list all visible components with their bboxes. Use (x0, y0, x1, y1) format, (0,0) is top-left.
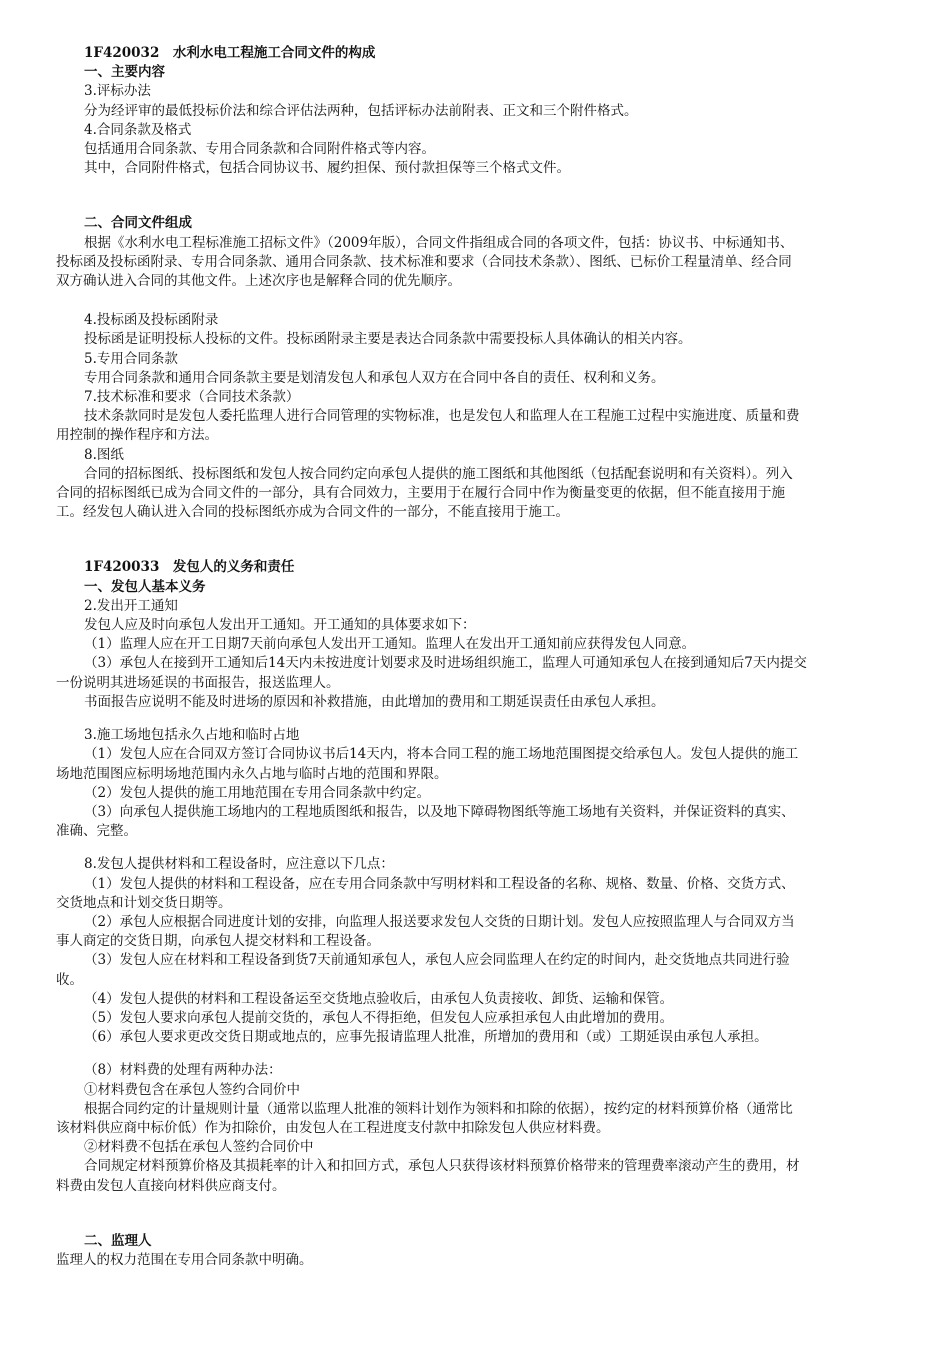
materials-item-2-line1: （2）承包人应根据合同进度计划的安排，向监理人报送要求发包人交货的日期计划。发包人应按照监理人与合同双方当 (84, 913, 795, 930)
material-cost-option-1-line2: 该材料供应商中标价低）作为扣除价，由发包人在工程进度支付款中扣除发包人供应材料费。 (56, 1119, 610, 1136)
bid-letter-heading: 4.投标函及投标函附录 (84, 312, 219, 329)
drawings-heading: 8.图纸 (84, 446, 124, 463)
drawings-line1: 合同的招标图纸、投标图纸和发包人按合同约定向承包人提供的施工图纸和其他图纸（包括配套说明和有关资料）。列入 (84, 465, 793, 482)
materials-item-2-line2: 事人商定的交货日期，向承包人提交材料和工程设备。 (56, 933, 380, 950)
heading-supervisor: 二、监理人 (84, 1232, 152, 1249)
item-4-heading: 4.合同条款及格式 (84, 121, 192, 138)
materials-heading: 8.发包人提供材料和工程设备时，应注意以下几点： (84, 856, 394, 873)
material-cost-option-1: ①材料费包含在承包人签约合同价中 (84, 1081, 300, 1098)
material-cost-option-2: ②材料费不包括在承包人签约合同价中 (84, 1139, 314, 1156)
tech-standard-heading: 7.技术标准和要求（合同技术条款） (84, 389, 300, 406)
heading-employer-duties: 一、发包人基本义务 (84, 578, 206, 595)
site-heading: 3.施工场地包括永久占地和临时占地 (84, 727, 300, 744)
section-title-1f420032: 1F420032 水利水电工程施工合同文件的构成 (84, 45, 376, 61)
material-cost-option-1-line1: 根据合同约定的计量规则计量（通常以监理人批准的领料计划作为领料和扣除的依据），按约定的材料预算价格（通常比 (84, 1100, 793, 1117)
bid-letter-text: 投标函是证明投标人投标的文件。投标函附录主要是表达合同条款中需要投标人具体确认的相关内容。 (84, 331, 692, 348)
materials-item-5: （5）发包人要求向承包人提前交货的，承包人不得拒绝，但发包人应承担承包人由此增加的费用。 (84, 1009, 674, 1026)
materials-item-6: （6）承包人要求更改交货日期或地点的，应事先报请监理人批准，所增加的费用和（或）工期延误由承包人承担。 (84, 1029, 768, 1046)
materials-item-4: （4）发包人提供的材料和工程设备运至交货地点验收后，由承包人负责接收、卸货、运输和保管。 (84, 990, 674, 1007)
start-notice-item-1: （1）监理人应在开工日期7天前向承包人发出开工通知。监理人在发出开工通知前应获得发包人同意。 (84, 636, 696, 653)
material-cost-option-2-line2: 料费由发包人直接向材料供应商支付。 (56, 1177, 286, 1194)
site-item-3-line1: （3）向承包人提供施工场地内的工程地质图纸和报告，以及地下障碍物图纸等施工场地有关资料，并保证资料的真实、 (84, 803, 795, 820)
materials-item-1-line1: （1）发包人提供的材料和工程设备，应在专用合同条款中写明材料和工程设备的名称、规格、数量、价格、交货方式、 (84, 875, 795, 892)
site-item-1-line1: （1）发包人应在合同双方签订合同协议书后14天内，将本合同工程的施工场地范围图提交给承包人。发包人提供的施工 (84, 746, 799, 763)
site-item-1-line2: 场地范围图应标明场地范围内永久占地与临时占地的范围和界限。 (56, 765, 448, 782)
item-4-note: 其中，合同附件格式，包括合同协议书、履约担保、预付款担保等三个格式文件。 (84, 160, 570, 177)
special-terms-heading: 5.专用合同条款 (84, 350, 178, 367)
drawings-line3: 工。经发包人确认进入合同的投标图纸亦成为合同文件的一部分，不能直接用于施工。 (56, 504, 569, 521)
heading-main-content: 一、主要内容 (84, 64, 165, 81)
materials-item-1-line2: 交货地点和计划交货日期等。 (56, 894, 232, 911)
material-cost-heading: （8）材料费的处理有两种办法： (84, 1062, 282, 1079)
material-cost-option-2-line1: 合同规定材料预算价格及其损耗率的计入和扣回方式，承包人只获得该材料预算价格带来的管理费率滚动产生的费用，材 (84, 1158, 800, 1175)
site-item-2: （2）发包人提供的施工用地范围在专用合同条款中约定。 (84, 784, 431, 801)
drawings-line2: 合同的招标图纸已成为合同文件的一部分，具有合同效力，主要用于在履行合同中作为衡量变更的依据，但不能直接用于施 (56, 485, 785, 502)
composition-para-line2: 投标函及投标函附录、专用合同条款、通用合同条款、技术标准和要求（合同技术条款）、图纸、已标价工程量清单、经合同 (56, 253, 792, 270)
item-4-text: 包括通用合同条款、专用合同条款和合同附件格式等内容。 (84, 141, 435, 158)
supervisor-text: 监理人的权力范围在专用合同条款中明确。 (56, 1251, 313, 1268)
item-3-heading: 3.评标办法 (84, 83, 151, 100)
start-notice-text: 发包人应及时向承包人发出开工通知。开工通知的具体要求如下： (84, 617, 476, 634)
tech-standard-line2: 用控制的操作程序和方法。 (56, 427, 218, 444)
section-title-1f420033: 1F420033 发包人的义务和责任 (84, 559, 295, 576)
start-notice-item-3-line1: （3）承包人在接到开工通知后14天内未按进度计划要求及时进场组织施工，监理人可通知承包人在接到通知后7天内提交 (84, 655, 807, 672)
special-terms-text: 专用合同条款和通用合同条款主要是划清发包人和承包人双方在合同中各自的责任、权利和义务。 (84, 369, 665, 386)
materials-item-3-line1: （3）发包人应在材料和工程设备到货7天前通知承包人，承包人应会同监理人在约定的时间内，赴交货地点共同进行验 (84, 952, 790, 969)
materials-item-3-line2: 收。 (56, 971, 83, 988)
start-notice-item-3-line2: 一份说明其进场延误的书面报告，报送监理人。 (56, 674, 340, 691)
start-notice-heading: 2.发出开工通知 (84, 597, 178, 614)
item-3-text: 分为经评审的最低投标价法和综合评估法两种，包括评标办法前附表、正文和三个附件格式。 (84, 102, 638, 119)
composition-para-line1: 根据《水利水电工程标准施工招标文件》（2009年版），合同文件指组成合同的各项文件，包括：协议书、中标通知书、 (84, 234, 794, 251)
tech-standard-line1: 技术条款同时是发包人委托监理人进行合同管理的实物标准，也是发包人和监理人在工程施工过程中实施进度、质量和费 (84, 408, 800, 425)
heading-contract-composition: 二、合同文件组成 (84, 215, 192, 232)
composition-para-line3: 双方确认进入合同的其他文件。上述次序也是解释合同的优先顺序。 (56, 273, 461, 290)
site-item-3-line2: 准确、完整。 (56, 823, 137, 840)
start-notice-report: 书面报告应说明不能及时进场的原因和补救措施，由此增加的费用和工期延误责任由承包人承担。 (84, 693, 665, 710)
